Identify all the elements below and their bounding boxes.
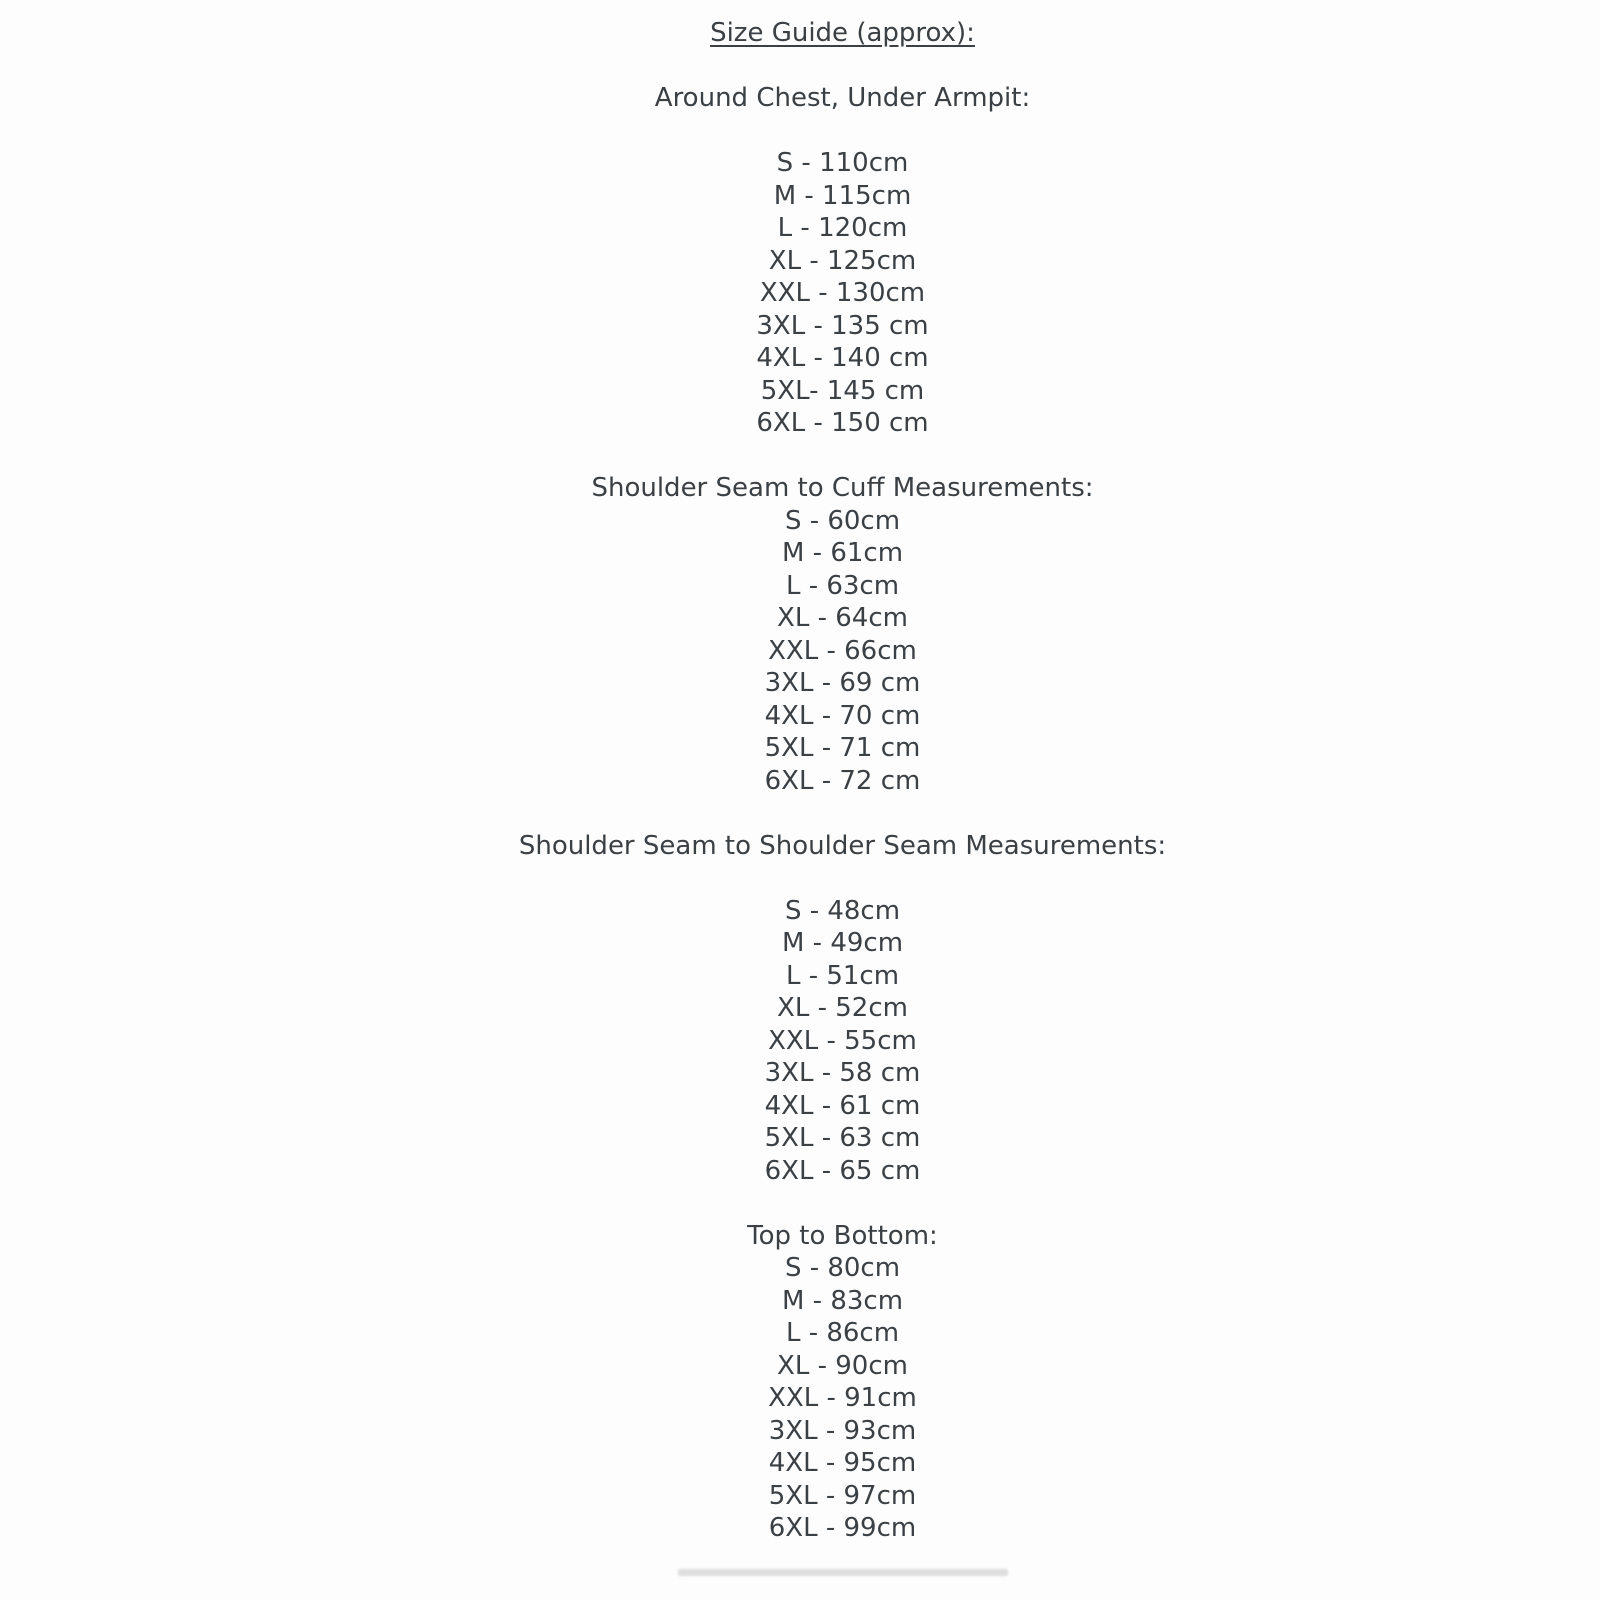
size-guide-document [85, 0, 1600, 1584]
size-row: 3XL - 58 cm [764, 1058, 921, 1088]
size-row: 3XL - 93cm [768, 1415, 917, 1446]
size-row: 5XL - 97cm [768, 1480, 917, 1511]
size-row: L - 120cm [777, 213, 908, 243]
size-row: 4XL - 95cm [768, 1448, 917, 1478]
section-top-to-bottom [85, 1220, 1600, 1545]
size-row: L - 63cm [785, 570, 900, 601]
size-row: XXL - 130cm [759, 278, 926, 308]
size-row: M - 61cm [781, 538, 904, 568]
size-row: XL - 125cm [768, 245, 917, 276]
section-header: Around Chest, Under Armpit: [654, 83, 1031, 113]
size-row: XL - 64cm [777, 603, 908, 633]
spacer [85, 50, 1600, 83]
size-row: 6XL - 65 cm [764, 1155, 921, 1186]
clipped-next-line-fragment [678, 1569, 1008, 1576]
size-row: 6XL - 72 cm [764, 765, 921, 796]
size-row: S - 110cm [776, 148, 909, 178]
size-row: 4XL - 61 cm [764, 1090, 921, 1121]
size-row: M - 83cm [781, 1285, 904, 1316]
size-row: 4XL - 70 cm [764, 700, 921, 731]
size-row: XXL - 66cm [768, 635, 917, 666]
size-row: 6XL - 150 cm [756, 408, 929, 438]
size-list [85, 147, 1600, 440]
size-row: L - 86cm [785, 1318, 900, 1348]
size-list [85, 1252, 1600, 1545]
size-row: M - 49cm [781, 928, 904, 958]
page-title: Size Guide (approx): [710, 18, 975, 48]
size-row: 3XL - 69 cm [764, 668, 921, 698]
size-row: S - 80cm [784, 1253, 901, 1283]
spacer [85, 1187, 1600, 1220]
size-row: L - 51cm [785, 960, 900, 991]
spacer [85, 862, 1600, 895]
size-row: XL - 90cm [777, 1350, 908, 1381]
size-row: M - 115cm [773, 180, 912, 211]
size-row: 6XL - 99cm [768, 1513, 917, 1543]
size-row: XL - 52cm [777, 993, 908, 1023]
size-row: 5XL- 145 cm [760, 375, 925, 406]
spacer [85, 797, 1600, 830]
spacer [85, 115, 1600, 148]
section-around-chest [85, 82, 1600, 440]
size-row: XXL - 91cm [768, 1383, 917, 1413]
size-row: 3XL - 135 cm [756, 310, 929, 341]
section-header: Shoulder Seam to Cuff Measurements: [591, 473, 1094, 503]
size-list [85, 895, 1600, 1188]
spacer [85, 440, 1600, 473]
size-row: 4XL - 140 cm [756, 343, 929, 373]
size-row: 5XL - 71 cm [764, 733, 921, 763]
size-row: S - 48cm [784, 895, 901, 926]
size-row: S - 60cm [784, 505, 901, 536]
size-row: 5XL - 63 cm [764, 1123, 921, 1153]
size-row: XXL - 55cm [768, 1025, 917, 1056]
section-shoulder-to-shoulder [85, 830, 1600, 1188]
section-shoulder-to-cuff [85, 472, 1600, 797]
section-header: Shoulder Seam to Shoulder Seam Measurements: [518, 830, 1167, 861]
section-header: Top to Bottom: [747, 1220, 938, 1251]
size-list [85, 505, 1600, 798]
